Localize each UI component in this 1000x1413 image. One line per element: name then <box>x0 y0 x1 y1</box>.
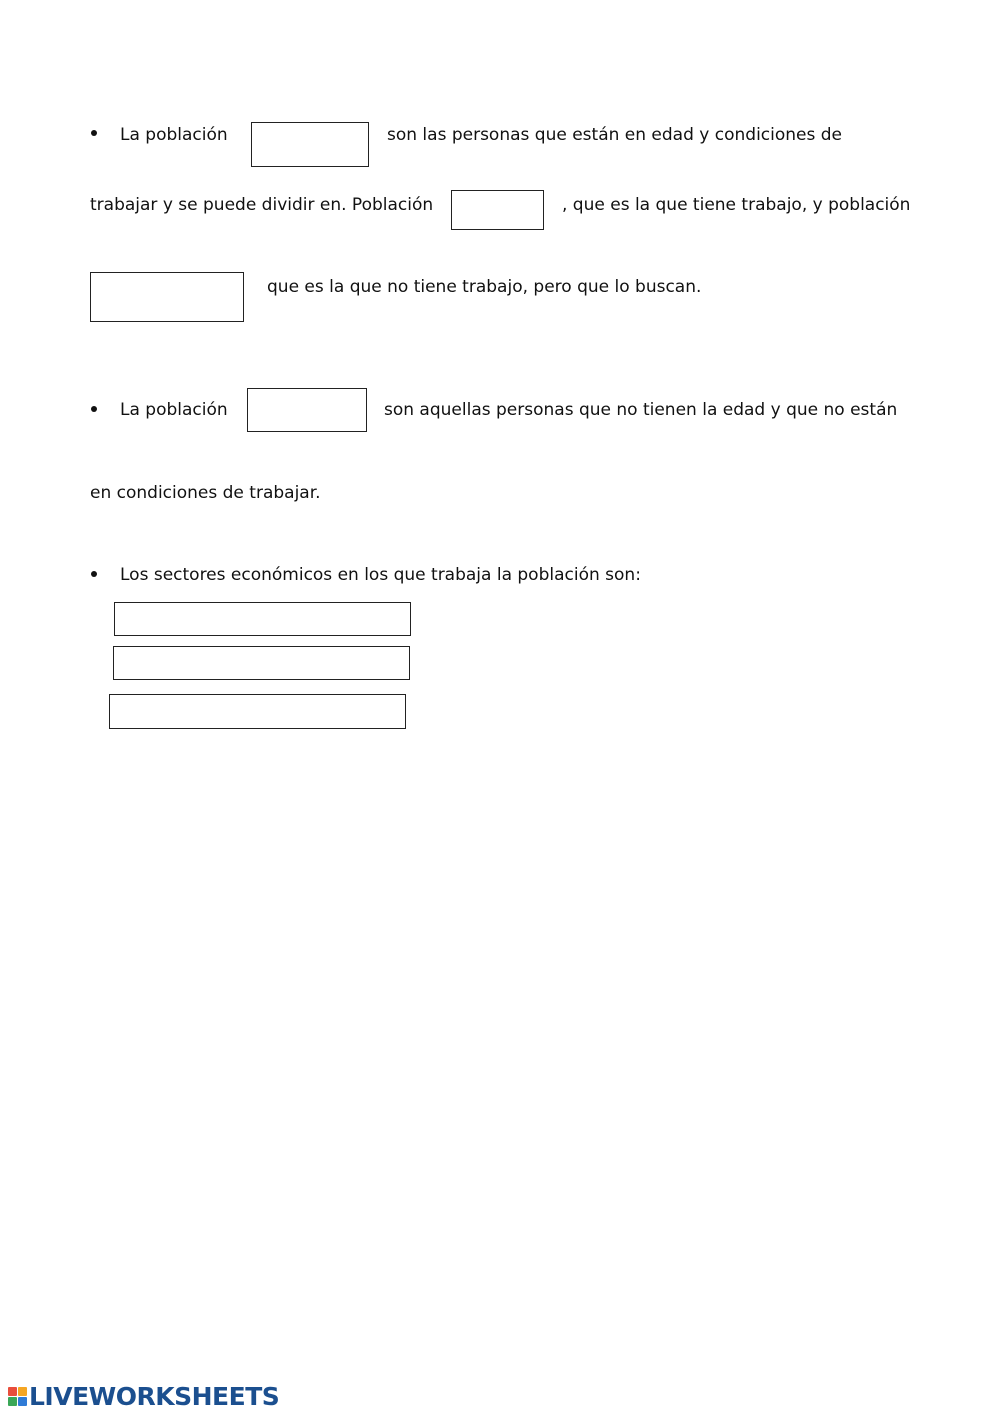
bullet-1 <box>91 130 97 136</box>
bullet-3 <box>91 571 97 577</box>
sector-answer-box-2[interactable] <box>113 646 410 680</box>
item1-lead: La población <box>120 125 228 145</box>
answer-box-2[interactable] <box>451 190 544 230</box>
sector-answer-box-3[interactable] <box>109 694 406 729</box>
answer-box-4[interactable] <box>247 388 367 432</box>
liveworksheets-mark-icon <box>8 1387 27 1406</box>
item2-line2: en condiciones de trabajar. <box>90 483 321 503</box>
mark-square-2 <box>18 1387 27 1396</box>
item1-line2-end: , que es la que tiene trabajo, y población <box>562 195 911 215</box>
liveworksheets-logo <box>8 1381 279 1411</box>
item2-text-after-box: son aquellas personas que no tienen la edad y que no están <box>384 400 898 420</box>
answer-box-3[interactable] <box>90 272 244 322</box>
item3-lead: Los sectores económicos en los que trabaja la población son: <box>120 565 641 585</box>
item1-line2-start: trabajar y se puede dividir en. Población <box>90 195 434 215</box>
item1-text-after-box: son las personas que están en edad y condiciones de <box>387 125 843 145</box>
mark-square-3 <box>8 1397 17 1406</box>
item2-lead: La población <box>120 400 228 420</box>
sector-answer-box-1[interactable] <box>114 602 411 636</box>
item1-line3: que es la que no tiene trabajo, pero que lo buscan. <box>267 277 702 297</box>
answer-box-1[interactable] <box>251 122 369 167</box>
bullet-2 <box>91 406 97 412</box>
liveworksheets-brand: LIVEWORKSHEETS <box>29 1381 280 1411</box>
mark-square-1 <box>8 1387 17 1396</box>
mark-square-4 <box>18 1397 27 1406</box>
